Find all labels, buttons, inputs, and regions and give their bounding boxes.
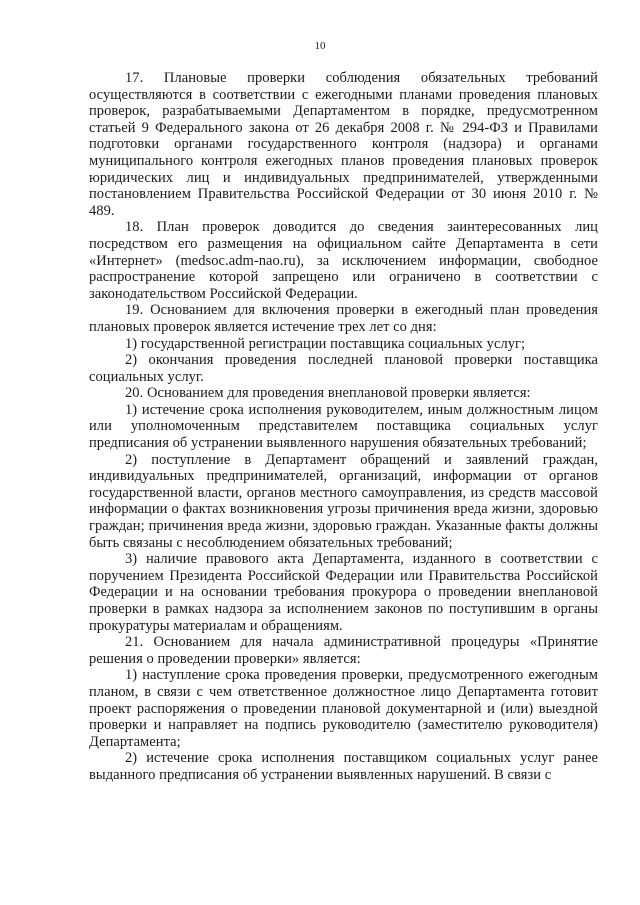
paragraph-18-inspection-plan-publication: 18. План проверок доводится до сведения заинтересованных лиц посредством его размещения на официальном сайте Департамента в сети «Интернет» (medsoc.adm-nao.ru), за исключением информации, свободное распространение которой запрещено или ограничено в соответствии с законодательством Российской Федерации. [89, 219, 598, 302]
paragraph-19-grounds-for-inclusion: 19. Основанием для включения проверки в ежегодный план проведения плановых проверок является истечение трех лет со дня: [89, 302, 598, 335]
paragraph-19-item-1: 1) государственной регистрации поставщика социальных услуг; [125, 335, 526, 352]
document-body [89, 70, 598, 784]
paragraph-19-item-2: 2) окончания проведения последней плановой проверки поставщика социальных услуг. [89, 352, 598, 385]
paragraph-20-item-1: 1) истечение срока исполнения руководителем, иным должностным лицом или уполномоченным представителем поставщика социальных услуг предписания об устранении выявленного нарушения обязательных требований; [89, 401, 598, 452]
paragraph-21-procedure-start: 21. Основанием для начала административной процедуры «Принятие решения о проведении проверки» является: [89, 634, 598, 667]
paragraph-20-item-3: 3) наличие правового акта Департамента, изданного в соответствии с поручением Президента Российской Федерации или Правительства Российской Федерации и на основании требования прокурора о проведении внеплановой проверки в рамках надзора за исполнением законов по поступившим в органы прокуратуры материалам и обращениям. [89, 551, 598, 634]
paragraph-17-planned-inspections: 17. Плановые проверки соблюдения обязательных требований осуществляются в соответствии с ежегодными планами проведения плановых проверок, разрабатываемыми Департаментом в порядке, предусмотренном статьей 9 Федерального закона от 26 декабря 2008 г. № 294-ФЗ и Правилами подготовки органами государственного контроля (надзора) и органами муниципального контроля ежегодных планов проведения плановых проверок юридических лиц и индивидуальных предпринимателей, утвержденными постановлением Правительства Российской Федерации от 30 июня 2010 г. № 489. [89, 70, 598, 219]
paragraph-20-item-2: 2) поступление в Департамент обращений и заявлений граждан, индивидуальных предпринимателей, организаций, информации от органов государственной власти, органов местного самоуправления, из средств массовой информации о фактах возникновения угрозы причинения вреда жизни, здоровью граждан; причинения вреда жизни, здоровью граждан. Указанные факты должны быть связаны с несоблюдением обязательных требований; [89, 451, 598, 551]
page-number: 10 [314, 40, 326, 52]
paragraph-20-unscheduled-grounds: 20. Основанием для проведения внеплановой проверки является: [125, 385, 531, 402]
paragraph-21-item-2: 2) истечение срока исполнения поставщиком социальных услуг ранее выданного предписания об устранении выявленных нарушений. В связи с [89, 750, 598, 783]
paragraph-21-item-1: 1) наступление срока проведения проверки, предусмотренного ежегодным планом, в связи с чем ответственное должностное лицо Департамента готовит проект распоряжения о проведении плановой документарной и (или) выездной проверки и направляет на подпись руководителю (заместителю руководителя) Департамента; [89, 667, 598, 750]
